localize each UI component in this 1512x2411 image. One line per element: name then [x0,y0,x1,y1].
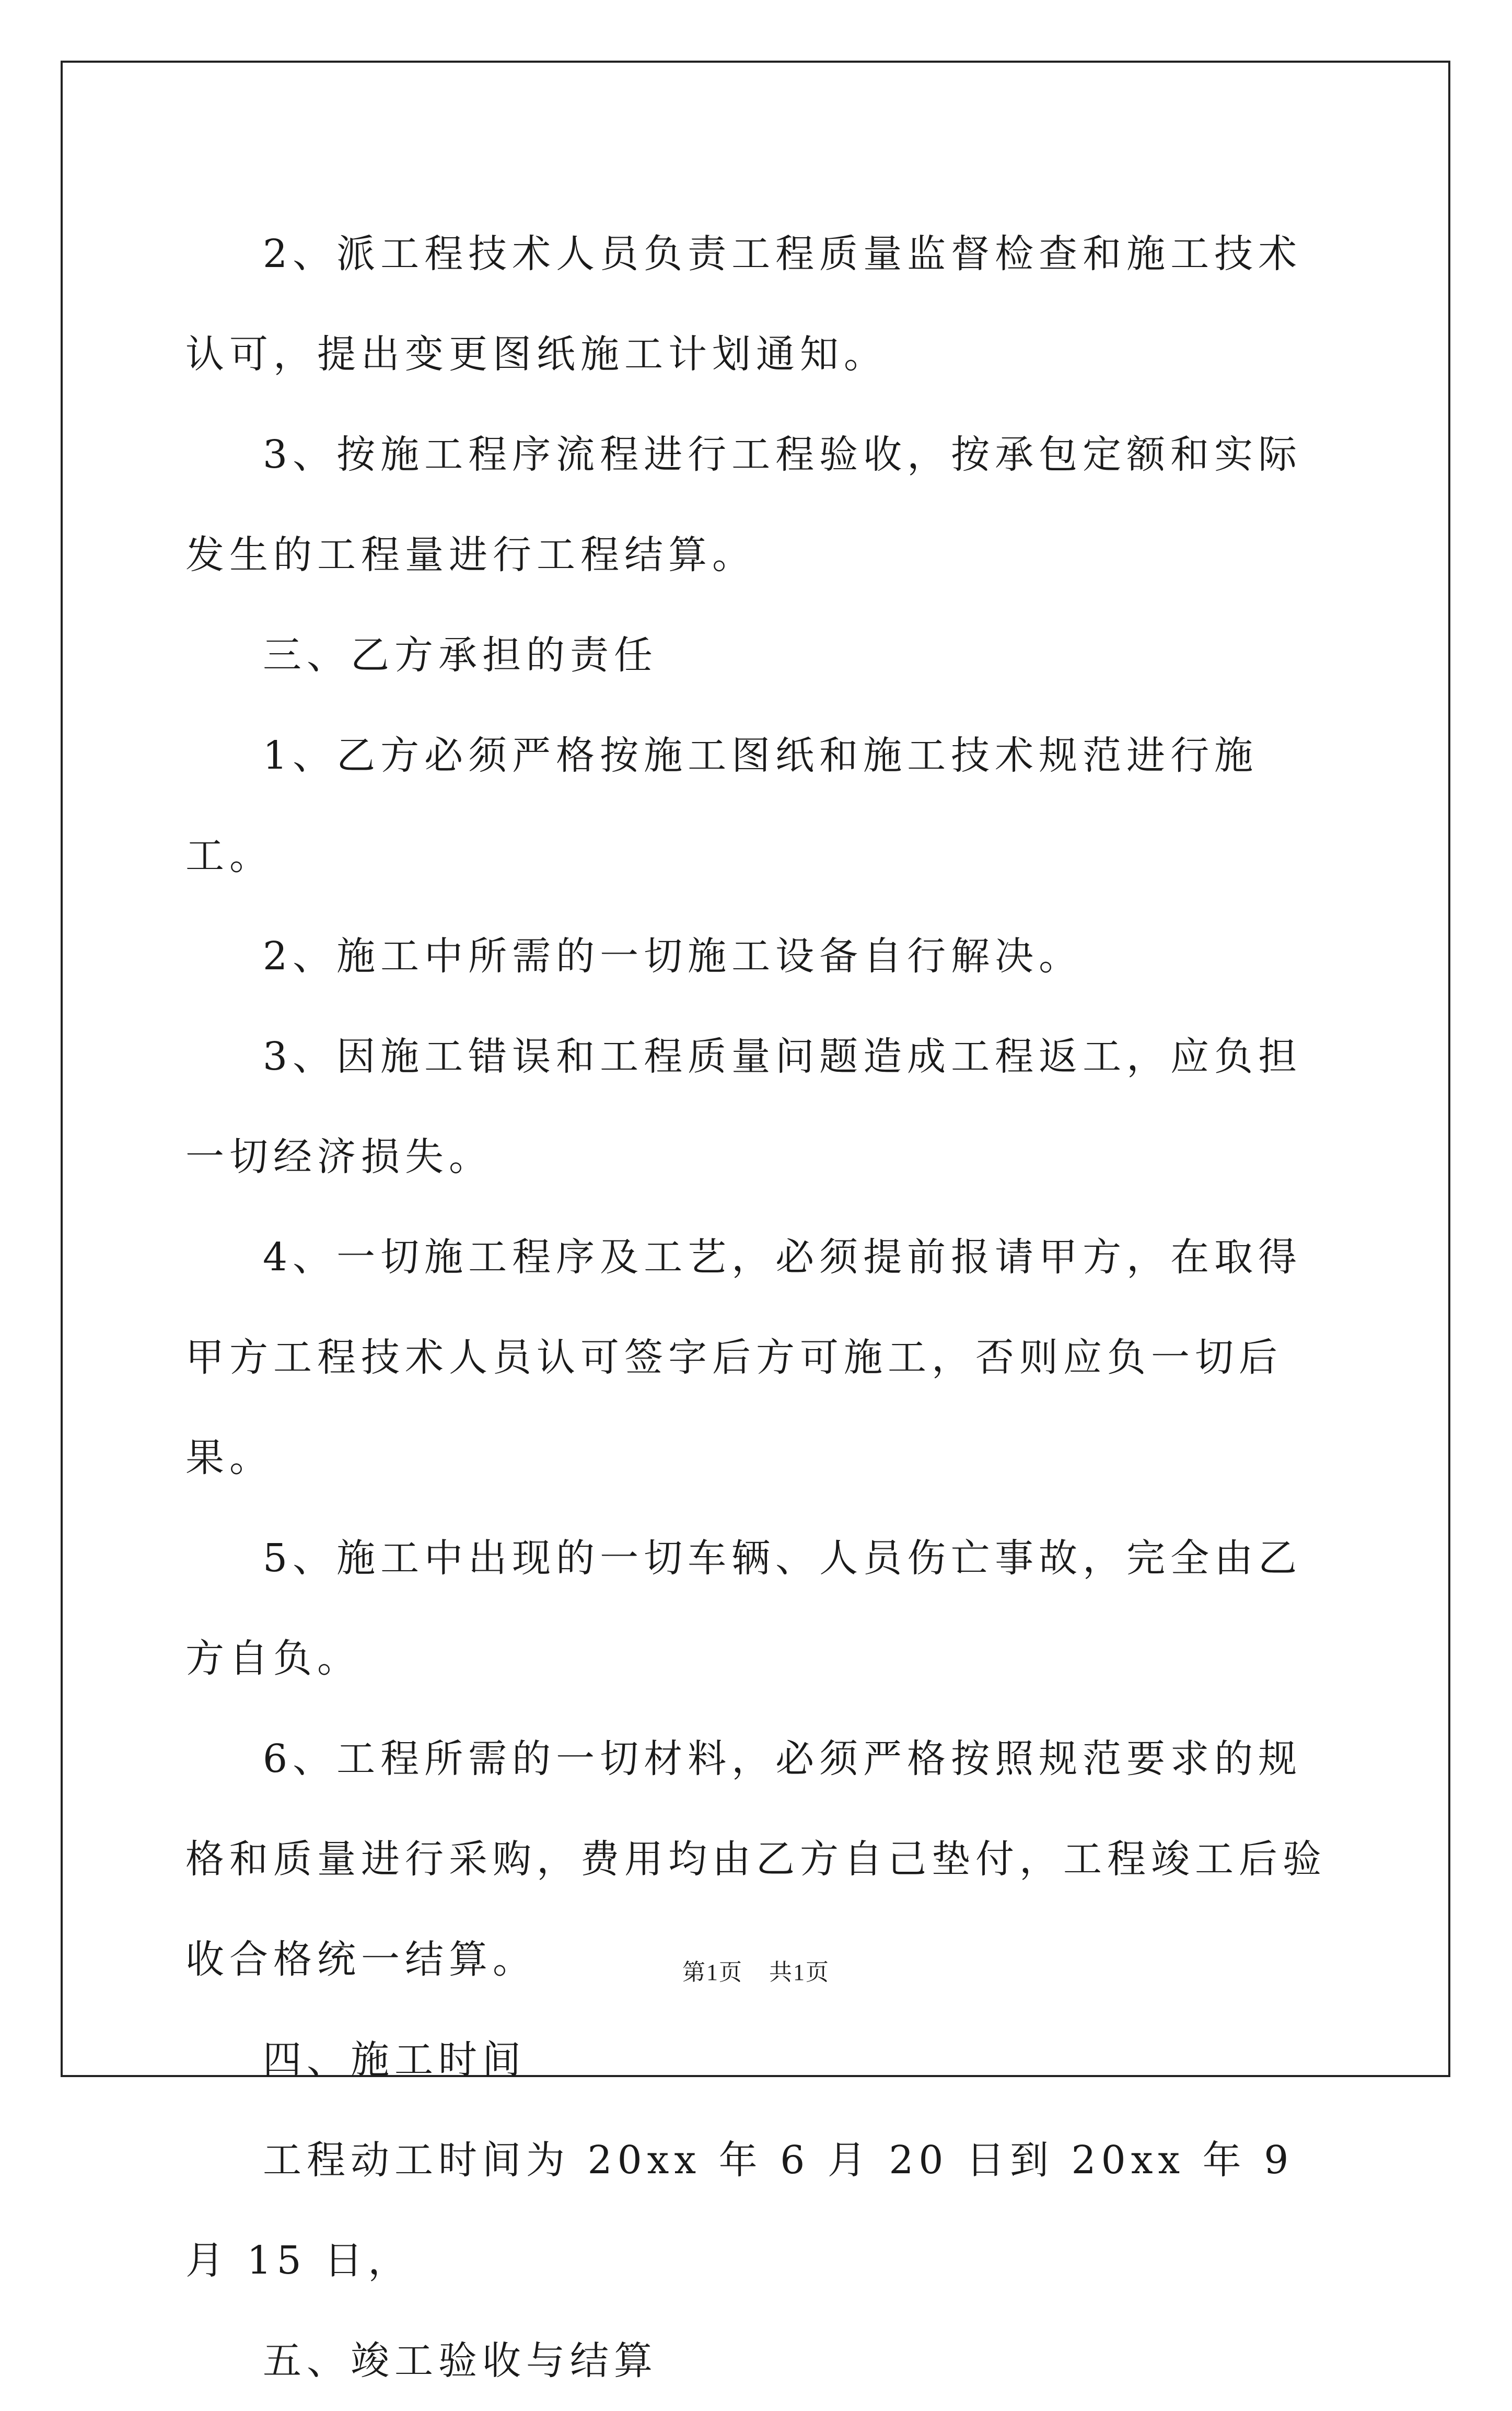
section-heading-schedule: 四、施工时间 [263,2037,526,2082]
section-heading-acceptance: 五、竣工验收与结算 [263,2338,658,2383]
paragraph-party-b-duty-3: 3、因施工错误和工程质量问题造成工程返工，应负担一切经济损失。 [185,1034,1302,1179]
paragraph-party-b-duty-5: 5、施工中出现的一切车辆、人员伤亡事故，完全由乙方自负。 [185,1536,1302,1681]
page-number-total: 共1页 [769,1960,830,1985]
paragraph-party-b-duty-2: 2、施工中所需的一切施工设备自行解决。 [263,934,1083,979]
section-heading-party-b: 三、乙方承担的责任 [263,633,658,678]
paragraph-party-a-duty-2: 2、派工程技术人员负责工程质量监督检查和施工技术认可，提出变更图纸施工计划通知。 [185,231,1302,377]
paragraph-schedule-dates: 工程动工时间为 20xx 年 6 月 20 日到 20xx 年 9 月 15 日， [185,2138,1294,2283]
paragraph-party-b-duty-4: 4、一切施工程序及工艺，必须提前报请甲方，在取得甲方工程技术人员认可签字后方可施工，否则应负一切后果。 [185,1235,1302,1480]
page-number-current: 第1页 [682,1960,743,1985]
paragraph-party-a-duty-3: 3、按施工程序流程进行工程验收，按承包定额和实际发生的工程量进行工程结算。 [185,432,1302,577]
paragraph-party-b-duty-1: 1、乙方必须严格按施工图纸和施工技术规范进行施工。 [185,733,1259,878]
paragraph-party-b-duty-6: 6、工程所需的一切材料，必须严格按照规范要求的规格和质量进行采购，费用均由乙方自己垫付，工程竣工后验收合格统一结算。 [185,1736,1327,1982]
document-body [185,204,1330,2411]
page-footer [0,1953,1512,1987]
